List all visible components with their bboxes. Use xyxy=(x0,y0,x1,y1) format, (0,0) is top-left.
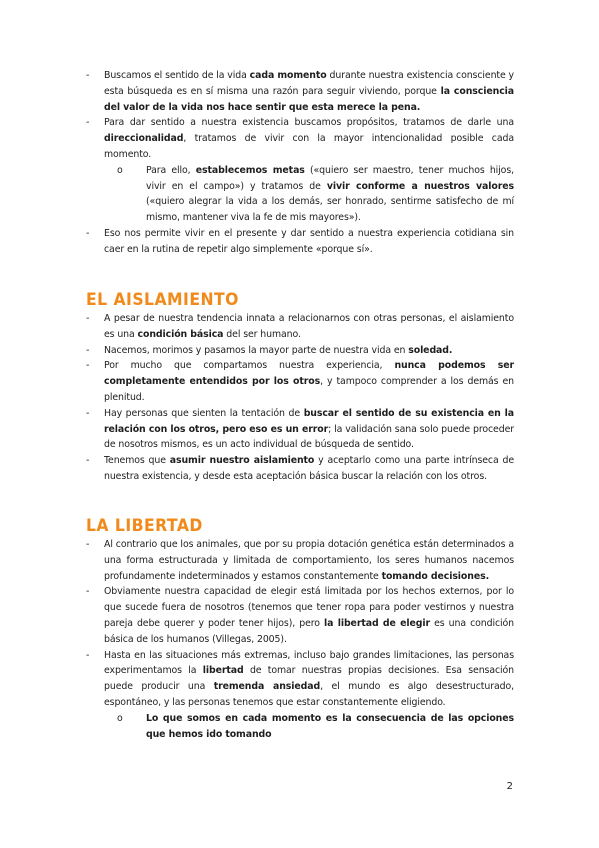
libertad-list xyxy=(86,537,514,742)
sub-list-item xyxy=(86,163,514,226)
dash-bullet: - xyxy=(86,455,90,467)
intro-list xyxy=(86,68,514,258)
text-run: Hay personas que sienten la tentación de xyxy=(104,407,304,419)
text-run: («quiero ser maestro, tener muchos hijos, vivir en el campo») y tratamos de xyxy=(146,164,514,192)
page-number: 2 xyxy=(506,781,513,792)
bold-text: tremenda ansiedad xyxy=(213,681,321,693)
heading-libertad: LA LIBERTAD xyxy=(86,516,203,536)
dash-bullet: - xyxy=(86,313,90,324)
list-item xyxy=(86,115,514,162)
dash-bullet: - xyxy=(86,117,90,129)
bold-text: nunca podemos ser completamente entendidos por los otros xyxy=(104,360,514,388)
list-item xyxy=(86,584,514,647)
text-run: Buscamos el sentido de la vida xyxy=(104,70,250,81)
bold-text: direccionalidad xyxy=(104,133,184,145)
text-run: es una condición básica de los humanos (Villegas, 2005). xyxy=(104,617,514,645)
bold-text: cada momento xyxy=(249,70,327,81)
text-run: durante nuestra existencia consciente y esta búsqueda es en sí misma una razón para seguir viviendo, porque xyxy=(104,70,515,97)
list-item xyxy=(86,537,514,584)
bold-text: soledad. xyxy=(408,344,453,356)
bold-text: Lo que somos en cada momento es la consecuencia de las opciones que hemos ido tomando xyxy=(146,712,514,740)
bold-text: libertad xyxy=(202,665,244,677)
list-item xyxy=(86,406,514,453)
dash-bullet: - xyxy=(86,407,90,419)
bold-text: tomando decisiones. xyxy=(381,570,490,582)
dash-bullet: - xyxy=(86,227,90,239)
list-item xyxy=(86,311,514,343)
dash-bullet: - xyxy=(86,360,90,372)
text-run: («quiero alegrar la vida a los demás, ser honrado, sentirme satisfecho de mí mismo, mantener viva la fe de mis mayores»). xyxy=(146,196,514,224)
bold-text: la consciencia del valor de la vida nos hace sentir que esta merece la pena. xyxy=(104,85,514,113)
text-run: del ser humano. xyxy=(223,328,301,340)
text-run: Para dar sentido a nuestra existencia buscamos propósitos, tratamos de darle una xyxy=(104,117,514,129)
bold-text: establecemos metas xyxy=(195,164,305,176)
bold-text: asumir nuestro aislamiento xyxy=(169,455,315,467)
aislamiento-list xyxy=(86,311,514,485)
dash-bullet: - xyxy=(86,649,90,661)
sub-list-item xyxy=(86,711,514,743)
bold-text: la libertad de elegir xyxy=(324,617,431,629)
list-item xyxy=(86,68,514,115)
circle-bullet: o xyxy=(117,164,123,176)
text-run: , el mundo es algo desestructurado, espontáneo, y las personas tenemos que estar constantemente eligiendo. xyxy=(104,681,514,708)
bold-text: condición básica xyxy=(137,328,224,340)
text-run: ; la validación sana solo puede proceder de nosotros mismos, es un acto individual de búsqueda de sentido. xyxy=(104,423,515,451)
text-run: Al contrario que los animales, que por su propia dotación genética están determinados a una forma estructurada y limitada de comportamiento, los seres humanos nacemos profundamente indeterminados y estamos constantemente xyxy=(104,539,514,582)
list-item xyxy=(86,226,514,258)
bold-text: buscar el sentido de su existencia en la relación con los otros, pero eso es un error xyxy=(104,407,514,435)
bold-text: vivir conforme a nuestros valores xyxy=(326,180,514,192)
text-run: , y tampoco comprender a los demás en plenitud. xyxy=(104,376,514,403)
text-run: Eso nos permite vivir en el presente y dar sentido a nuestra experiencia cotidiana sin caer en la rutina de repetir algo simplemente «porque sí». xyxy=(104,227,514,255)
dash-bullet: - xyxy=(86,586,90,598)
text-run: , tratamos de vivir con la mayor intencionalidad posible cada momento. xyxy=(104,133,514,160)
list-item xyxy=(86,343,514,359)
dash-bullet: - xyxy=(86,70,90,81)
text-run: Hasta en las situaciones más extremas, incluso bajo grandes limitaciones, las personas experimentamos la xyxy=(104,649,514,677)
heading-aislamiento: EL AISLAMIENTO xyxy=(86,290,239,310)
text-run: Para ello, xyxy=(146,164,196,176)
text-run: y aceptarlo como una parte intrínseca de nuestra existencia, y desde esta aceptación básica buscar la relación con los otros. xyxy=(104,455,514,482)
list-item xyxy=(86,358,514,405)
dash-bullet: - xyxy=(86,344,90,356)
list-item xyxy=(86,453,514,485)
text-run: Tenemos que xyxy=(104,455,170,467)
dash-bullet: - xyxy=(86,539,90,550)
text-run: de tomar nuestras propias decisiones. Esa sensación puede producir una xyxy=(104,665,514,693)
text-run: Nacemos, morimos y pasamos la mayor parte de nuestra vida en xyxy=(104,344,409,356)
circle-bullet: o xyxy=(117,712,123,724)
list-item xyxy=(86,648,514,711)
text-run: Por mucho que compartamos nuestra experiencia, xyxy=(104,360,395,372)
text-run: A pesar de nuestra tendencia innata a relacionarnos con otras personas, el aislamiento es una xyxy=(104,313,514,340)
text-run: Obviamente nuestra capacidad de elegir está limitada por los hechos externos, por lo que sucede fuera de nosotros (tenemos que tener ropa para poder vestirnos y nuestra pareja debe querer y poder tener hijos), pero xyxy=(104,586,514,629)
